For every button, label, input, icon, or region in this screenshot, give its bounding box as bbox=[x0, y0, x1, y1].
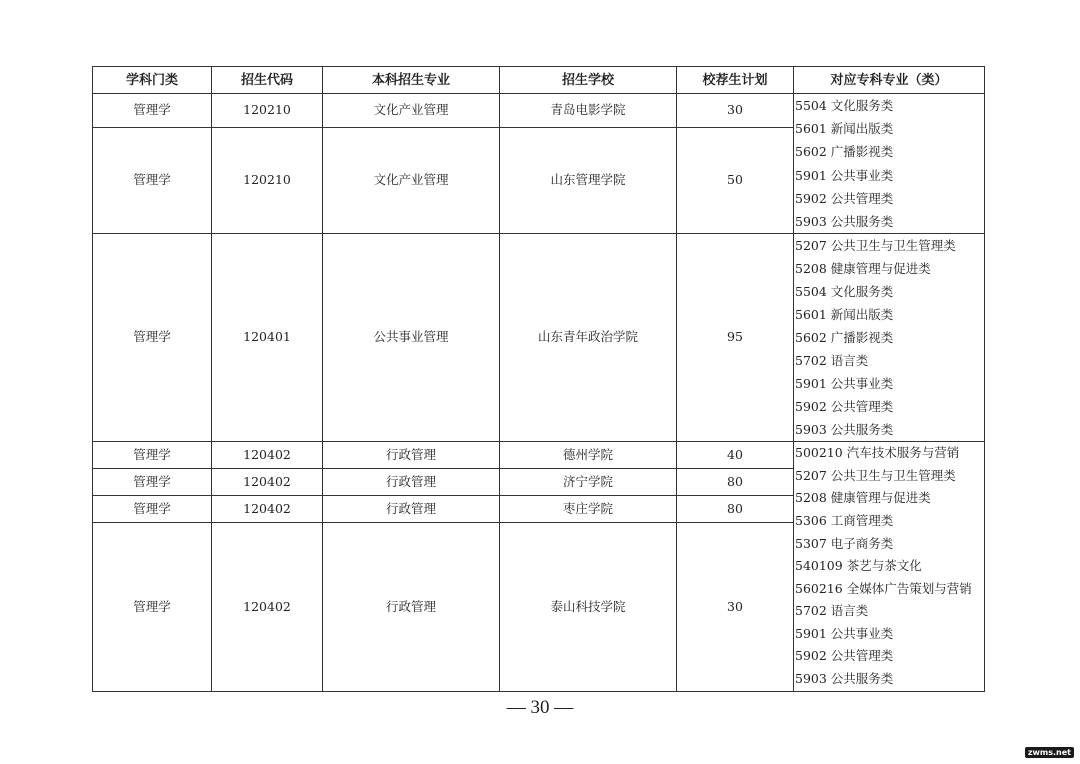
corresponding-major: 5504 文化服务类 bbox=[795, 284, 894, 300]
cell-major: 行政管理 bbox=[323, 442, 500, 469]
cell-school: 山东管理学院 bbox=[500, 128, 677, 234]
cell-code: 120210 bbox=[212, 94, 323, 128]
cell-major: 公共事业管理 bbox=[323, 234, 500, 442]
corresponding-major: 5306 工商管理类 bbox=[795, 512, 894, 528]
corresponding-major: 5903 公共服务类 bbox=[795, 213, 894, 229]
corresponding-major: 5307 电子商务类 bbox=[795, 535, 894, 551]
watermark-logo: zwms.net bbox=[1025, 747, 1074, 758]
cell-category: 管理学 bbox=[93, 469, 212, 496]
cell-plan: 30 bbox=[677, 94, 794, 128]
cell-category: 管理学 bbox=[93, 94, 212, 128]
corresponding-major: 5601 新闻出版类 bbox=[795, 307, 894, 323]
corresponding-majors-cell bbox=[794, 234, 985, 442]
cell-category: 管理学 bbox=[93, 128, 212, 234]
header-school: 招生学校 bbox=[500, 67, 677, 94]
cell-school: 德州学院 bbox=[500, 442, 677, 469]
table-row bbox=[93, 234, 985, 442]
corresponding-major: 5207 公共卫生与卫生管理类 bbox=[795, 238, 956, 254]
cell-school: 济宁学院 bbox=[500, 469, 677, 496]
corresponding-major: 5901 公共事业类 bbox=[795, 625, 894, 641]
table-row bbox=[93, 94, 985, 128]
corresponding-major: 5208 健康管理与促进类 bbox=[795, 261, 931, 277]
cell-code: 120210 bbox=[212, 128, 323, 234]
cell-code: 120402 bbox=[212, 523, 323, 692]
corresponding-major: 5902 公共管理类 bbox=[795, 399, 894, 415]
cell-code: 120402 bbox=[212, 496, 323, 523]
cell-code: 120402 bbox=[212, 469, 323, 496]
cell-category: 管理学 bbox=[93, 496, 212, 523]
corresponding-majors-cell bbox=[794, 442, 985, 692]
corresponding-major: 5208 健康管理与促进类 bbox=[795, 490, 931, 506]
cell-plan: 30 bbox=[677, 523, 794, 692]
corresponding-major: 500210 汽车技术服务与营销 bbox=[795, 445, 960, 461]
corresponding-major: 560216 全媒体广告策划与营销 bbox=[795, 580, 972, 596]
corresponding-major: 5504 文化服务类 bbox=[795, 98, 894, 113]
corresponding-major: 5207 公共卫生与卫生管理类 bbox=[795, 467, 956, 483]
cell-major: 文化产业管理 bbox=[323, 94, 500, 128]
cell-school: 青岛电影学院 bbox=[500, 94, 677, 128]
header-code: 招生代码 bbox=[212, 67, 323, 94]
corresponding-major: 5902 公共管理类 bbox=[795, 648, 894, 664]
corresponding-majors-cell bbox=[794, 94, 985, 234]
table-header-row bbox=[93, 67, 985, 94]
cell-major: 行政管理 bbox=[323, 469, 500, 496]
admission-table bbox=[92, 66, 985, 692]
cell-major: 行政管理 bbox=[323, 496, 500, 523]
page-number: — 30 — bbox=[506, 697, 574, 718]
cell-code: 120402 bbox=[212, 442, 323, 469]
header-corresponding: 对应专科专业（类） bbox=[794, 67, 985, 94]
cell-school: 枣庄学院 bbox=[500, 496, 677, 523]
corresponding-major: 5702 语言类 bbox=[795, 353, 869, 369]
corresponding-major: 5602 广播影视类 bbox=[795, 144, 894, 160]
corresponding-major: 5902 公共管理类 bbox=[795, 190, 894, 206]
cell-plan: 40 bbox=[677, 442, 794, 469]
corresponding-major: 5903 公共服务类 bbox=[795, 671, 894, 687]
table-row bbox=[93, 442, 985, 469]
cell-plan: 80 bbox=[677, 496, 794, 523]
cell-plan: 50 bbox=[677, 128, 794, 234]
cell-plan: 95 bbox=[677, 234, 794, 442]
corresponding-major: 5901 公共事业类 bbox=[795, 376, 894, 392]
cell-school: 泰山科技学院 bbox=[500, 523, 677, 692]
corresponding-major: 5602 广播影视类 bbox=[795, 330, 894, 346]
header-plan: 校荐生计划 bbox=[677, 67, 794, 94]
cell-category: 管理学 bbox=[93, 234, 212, 442]
corresponding-major: 5903 公共服务类 bbox=[795, 422, 894, 438]
corresponding-major: 5702 语言类 bbox=[795, 603, 869, 619]
cell-category: 管理学 bbox=[93, 523, 212, 692]
header-category: 学科门类 bbox=[93, 67, 212, 94]
cell-plan: 80 bbox=[677, 469, 794, 496]
cell-code: 120401 bbox=[212, 234, 323, 442]
header-major: 本科招生专业 bbox=[323, 67, 500, 94]
corresponding-major: 5601 新闻出版类 bbox=[795, 121, 894, 137]
corresponding-major: 5901 公共事业类 bbox=[795, 167, 894, 183]
cell-school: 山东青年政治学院 bbox=[500, 234, 677, 442]
cell-major: 行政管理 bbox=[323, 523, 500, 692]
corresponding-major: 540109 茶艺与茶文化 bbox=[795, 558, 922, 574]
cell-category: 管理学 bbox=[93, 442, 212, 469]
cell-major: 文化产业管理 bbox=[323, 128, 500, 234]
